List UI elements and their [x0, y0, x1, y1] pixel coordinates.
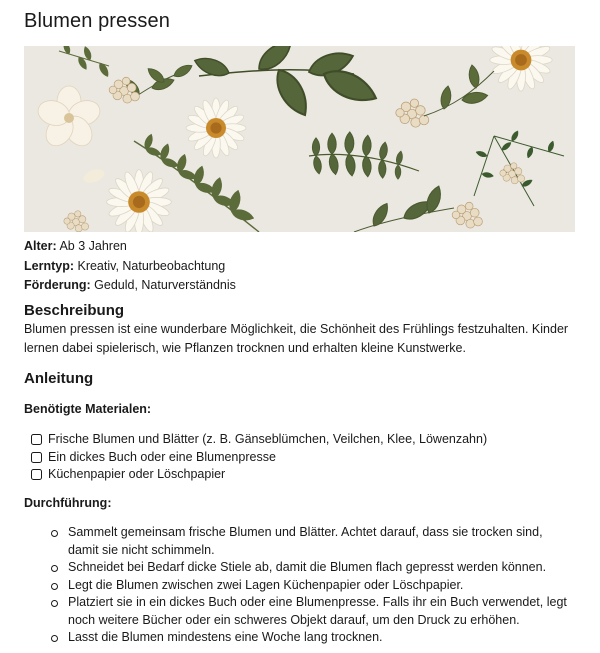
meta-support-label: Förderung: — [24, 278, 91, 292]
instructions-heading: Anleitung — [24, 370, 94, 387]
meta-age-label: Alter: — [24, 239, 57, 253]
material-label: Küchenpapier oder Löschpapier — [48, 467, 226, 481]
material-checkbox[interactable] — [31, 452, 42, 463]
material-checkbox[interactable] — [31, 469, 42, 480]
page-title: Blumen pressen — [24, 10, 170, 32]
pressed-flowers-illustration — [24, 46, 575, 232]
step-item: Lasst die Blumen mindestens eine Woche lang trocknen. — [50, 629, 570, 647]
step-item: Platziert sie in ein dickes Buch oder eine Blumenpresse. Falls ihr ein Buch verwendet, legt noch weitere Bücher oder ein schweres Objekt darauf, um den Druck zu erhöhen. — [50, 594, 570, 629]
step-item: Legt die Blumen zwischen zwei Lagen Küchenpapier oder Löschpapier. — [50, 577, 570, 595]
materials-heading: Benötigte Materialen: — [24, 402, 152, 416]
description-text: Blumen pressen ist eine wunderbare Möglichkeit, die Schönheit des Frühlings festzuhalten. Kinder lernen dabei spielerisch, wie Pflanzen trocknen und erhalten kleine Kunstwerke. — [24, 322, 569, 355]
meta-type-label: Lerntyp: — [24, 258, 74, 273]
materials-checklist — [31, 431, 487, 484]
meta-age — [24, 237, 236, 257]
material-item — [31, 466, 487, 484]
material-label: Ein dickes Buch oder eine Blumenpresse — [48, 449, 276, 464]
step-item: Sammelt gemeinsam frische Blumen und Blätter. Achtet darauf, dass sie trocken sind, damit sie nicht schimmeln. — [50, 524, 570, 559]
meta-type — [24, 257, 236, 277]
step-item: Schneidet bei Bedarf dicke Stiele ab, damit die Blumen flach gepresst werden können. — [50, 559, 570, 577]
meta-support-value: Geduld, Naturverständnis — [94, 278, 236, 292]
activity-meta — [24, 237, 236, 296]
steps-heading: Durchführung: — [24, 496, 112, 510]
meta-support — [24, 276, 236, 296]
hero-image — [24, 46, 575, 232]
description-heading: Beschreibung — [24, 302, 125, 319]
meta-age-value: Ab 3 Jahren — [59, 239, 127, 253]
material-item — [31, 431, 487, 449]
material-item — [31, 449, 487, 467]
steps-list — [50, 524, 570, 647]
material-checkbox[interactable] — [31, 434, 42, 445]
meta-type-value: Kreativ, Naturbeobachtung — [77, 258, 226, 273]
material-label: Frische Blumen und Blätter (z. B. Gänseblümchen, Veilchen, Klee, Löwenzahn) — [48, 432, 488, 446]
